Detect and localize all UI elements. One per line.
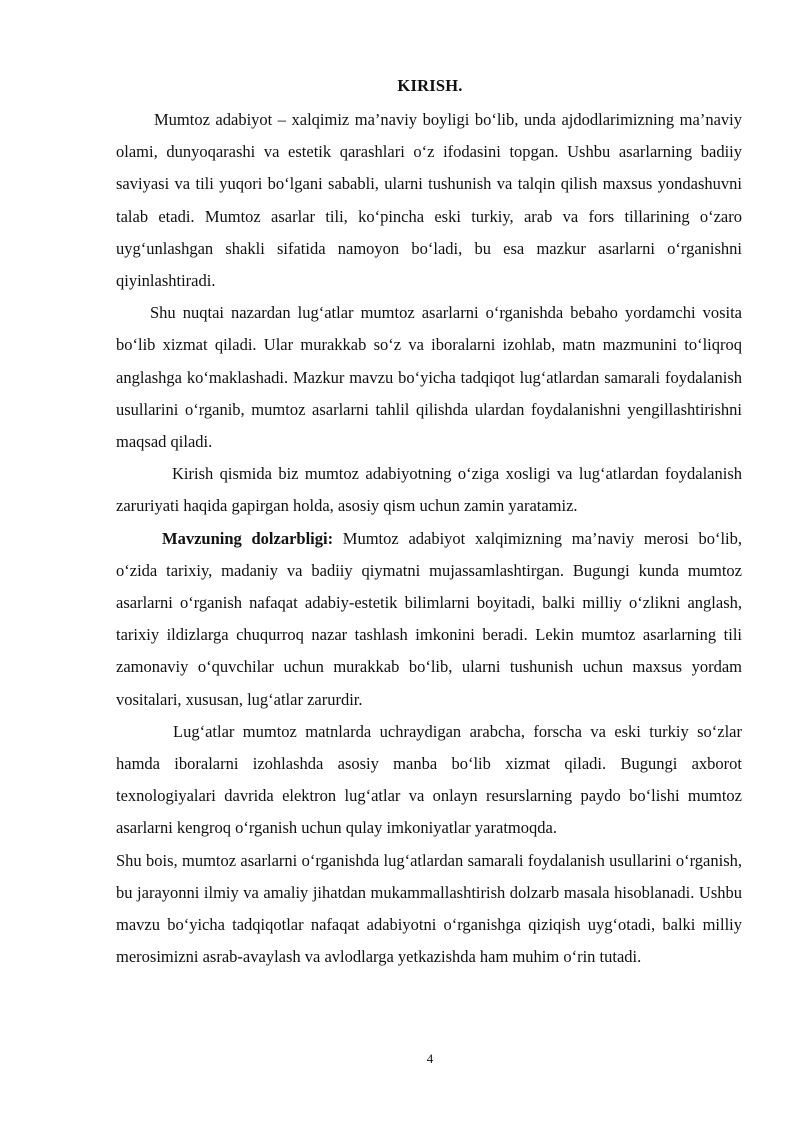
paragraph-dictionaries: Shu nuqtai nazardan lug‘atlar mumtoz asarlarni o‘rganishda bebaho yordamchi vosita bo‘lib xizmat qiladi. Ular murakkab so‘z va iboralarni izohlab, matn mazmunini to‘liqroq anglashga ko‘maklashadi. Mazkur mavzu bo‘yicha tadqiqot lug‘atlardan samarali foydalanish usullarini o‘rganib, mumtoz asarlarni tahlil qilishda ulardan foydalanishni yengillashtirishni maqsad qiladi.: [116, 303, 742, 452]
relevance-text: Mumtoz adabiyot xalqimizning ma’naviy merosi bo‘lib, o‘zida tarixiy, madaniy va badiiy qiymatni mujassamlashtirgan. Bugungi kunda mumtoz asarlarni o‘rganish nafaqat adabiy-estetik bilimlarni boyitadi, balki milliy o‘zlikni anglash, tarixiy ildizlarga chuqurroq nazar tashlash imkonini beradi. Lekin mumtoz asarlarning tili zamonaviy o‘quvchilar uchun murakkab bo‘lib, ularni tushunish uchun maxsus yordam vositalari, xususan, lug‘atlar zarurdir.: [116, 528, 742, 709]
paragraph-intro: Mumtoz adabiyot – xalqimiz ma’naviy boyligi bo‘lib, unda ajdodlarimizning ma’naviy olami, dunyoqarashi va estetik qarashlari o‘z ifodasini topgan. Ushbu asarlarning badiiy saviyasi va tili yuqori bo‘lgani sababli, ularni tushunish va talqin qilish maxsus yondashuvni talab etadi. Mumtoz asarlar tili, ko‘pincha eski turkiy, arab va fors tillarining o‘zaro uyg‘unlashgan shakli sifatida namoyon bo‘ladi, bu esa mazkur asarlarni o‘rganishni qiyinlashtiradi.: [116, 110, 742, 291]
document-body: [116, 104, 742, 973]
section-title: KIRISH.: [397, 76, 463, 95]
page-number: 4: [426, 1051, 434, 1066]
relevance-heading: Mavzuning dolzarbligi:: [162, 528, 334, 548]
paragraph-introduction-part: Kirish qismida biz mumtoz adabiyotning o‘ziga xosligi va lug‘atlardan foydalanish zaruriyati haqida gapirgan holda, asosiy qism uchun zamin yaratamiz.: [116, 464, 742, 516]
paragraph-dictionary-sources: Lug‘atlar mumtoz matnlarda uchraydigan arabcha, forscha va eski turkiy so‘zlar hamda iboralarni izohlashda asosiy manba bo‘lib xizmat qiladi. Bugungi axborot texnologiyalari davrida elektron lug‘atlar va onlayn resurslarning paydo bo‘lishi mumtoz asarlarni kengroq o‘rganish uchun qulay imkoniyatlar yaratmoqda.: [116, 721, 742, 838]
paragraph-conclusion: Shu bois, mumtoz asarlarni o‘rganishda lug‘atlardan samarali foydalanish usullarini o‘rganish, bu jarayonni ilmiy va amaliy jihatdan mukammallashtirish dolzarb masala hisoblanadi. Ushbu mavzu bo‘yicha tadqiqotlar nafaqat adabiyotni o‘rganishga qiziqish uyg‘otadi, balki milliy merosimizni asrab-avaylash va avlodlarga yetkazishda ham muhim o‘rin tutadi.: [116, 850, 742, 967]
paragraph-relevance: [116, 523, 742, 716]
